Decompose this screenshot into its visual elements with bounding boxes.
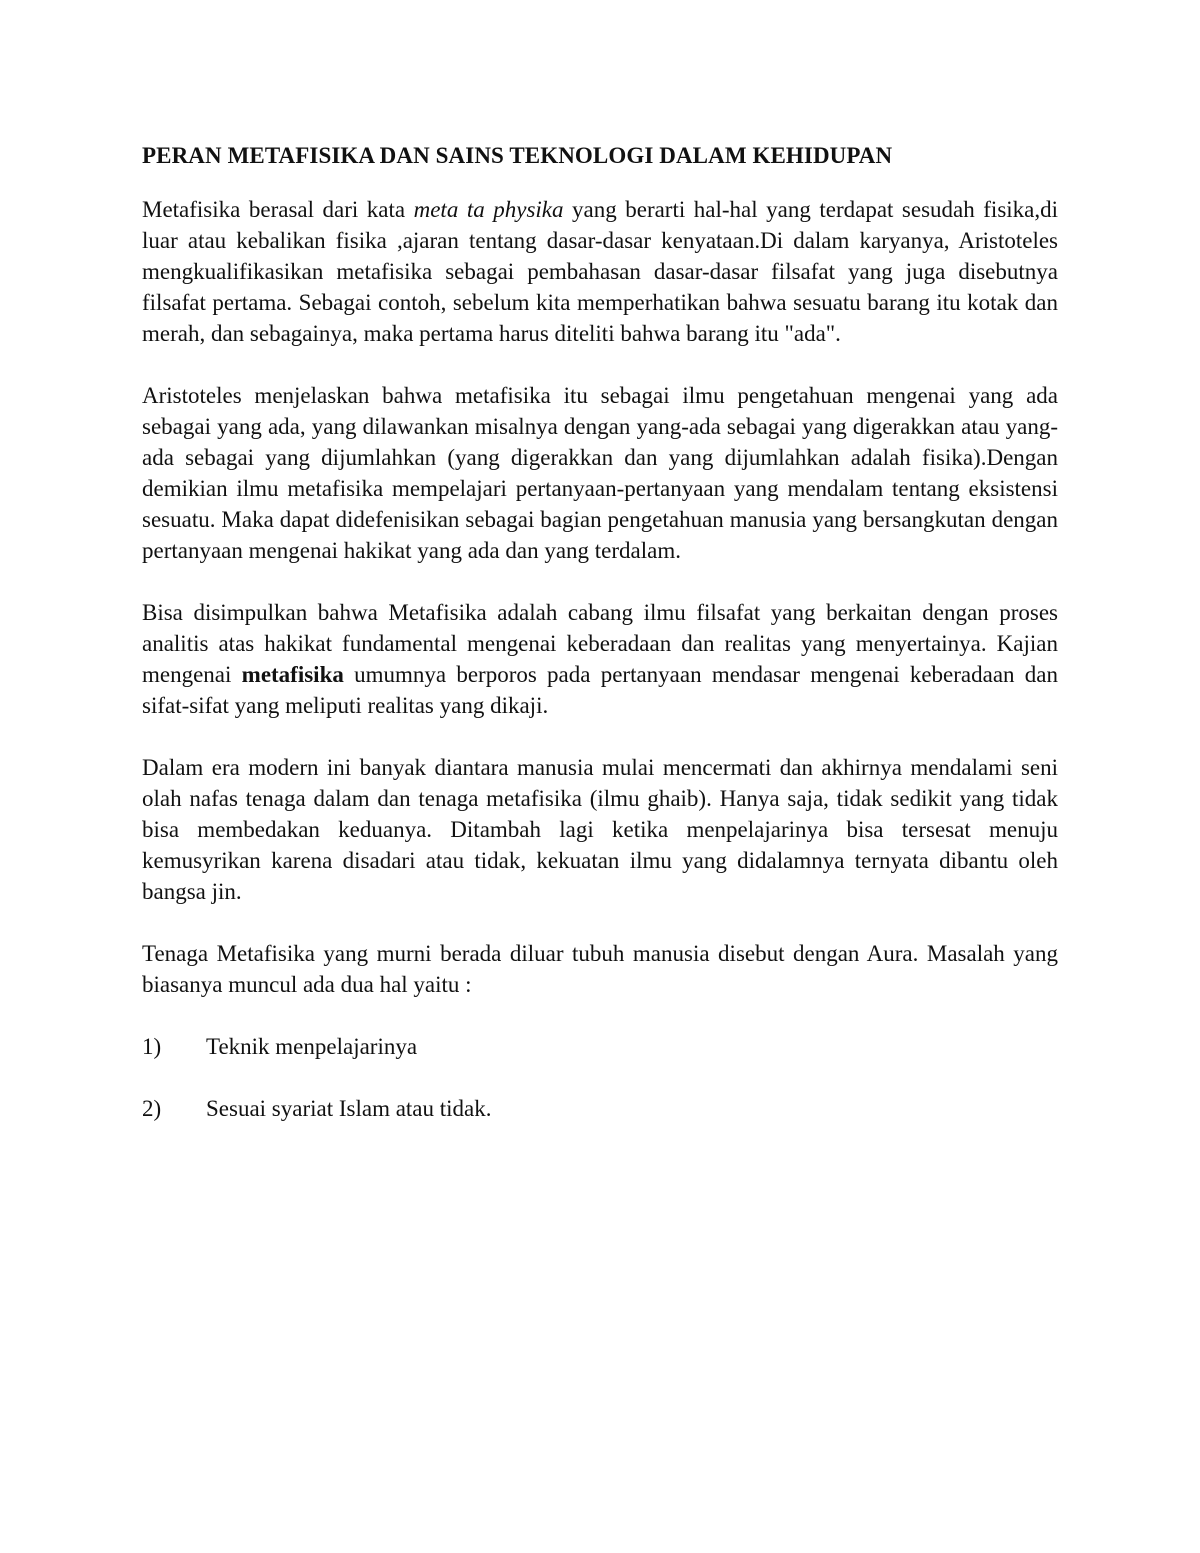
paragraph-3-text-a: Bisa disimpulkan bahwa Metafisika adalah cabang ilmu filsafat yang berkaitan dengan proses analitis atas hakikat fundamental mengenai keberadaan dan realitas yang menyertainya. Kajian mengenai — [142, 600, 1058, 687]
paragraph-5: Tenaga Metafisika yang murni berada diluar tubuh manusia disebut dengan Aura. Masalah yang biasanya muncul ada dua hal yaitu : — [142, 941, 1058, 997]
paragraph-4: Dalam era modern ini banyak diantara manusia mulai mencermati dan akhirnya mendalami seni olah nafas tenaga dalam dan tenaga metafisika (ilmu ghaib). Hanya saja, tidak sedikit yang tidak bisa membedakan keduanya. Ditambah lagi ketika menpelajarinya bisa tersesat menuju kemusyrikan karena disadari atau tidak, kekuatan ilmu yang didalamnya ternyata dibantu oleh bangsa jin. — [142, 755, 1058, 904]
document-page — [142, 140, 1058, 1155]
list-item-text: Teknik menpelajarinya — [206, 1034, 418, 1059]
paragraph-1-text-a: Metafisika berasal dari kata — [142, 197, 414, 222]
paragraph-3-text-b: umumnya berporos pada pertanyaan mendasar mengenai keberadaan dan sifat-sifat yang meliputi realitas yang dikaji. — [142, 662, 1058, 718]
paragraph-3-bold-term: metafisika — [241, 662, 344, 687]
paragraph-1-italic-term: meta ta physika — [413, 197, 564, 222]
paragraph-2: Aristoteles menjelaskan bahwa metafisika itu sebagai ilmu pengetahuan mengenai yang ada sebagai yang ada, yang dilawankan misalnya dengan yang-ada sebagai yang digerakkan atau yang-ada sebagai yang dijumlahkan (yang digerakkan dan yang dijumlahkan adalah fisika).Dengan demikian ilmu metafisika mempelajari pertanyaan-pertanyaan yang mendalam tentang eksistensi sesuatu. Maka dapat didefenisikan sebagai bagian pengetahuan manusia yang bersangkutan dengan pertanyaan mengenai hakikat yang ada dan yang terdalam. — [142, 383, 1058, 563]
document-title: PERAN METAFISIKA DAN SAINS TEKNOLOGI DALAM KEHIDUPAN — [142, 143, 893, 168]
list-item-text: Sesuai syariat Islam atau tidak. — [206, 1096, 492, 1121]
list-item — [142, 1031, 1058, 1062]
list-item — [142, 1093, 1058, 1124]
list-item-number: 1) — [142, 1034, 162, 1059]
paragraph-1-text-b: yang berarti hal-hal yang terdapat sesudah fisika,di luar atau kebalikan fisika ,ajaran tentang dasar-dasar kenyataan.Di dalam karyanya, Aristoteles mengkualifikasikan metafisika sebagai pembahasan dasar-dasar filsafat yang juga disebutnya filsafat pertama. Sebagai contoh, sebelum kita memperhatikan bahwa sesuatu barang itu kotak dan merah, dan sebagainya, maka pertama harus diteliti bahwa barang itu "ada". — [142, 197, 1059, 346]
list-item-number: 2) — [142, 1096, 162, 1121]
paragraph-1 — [142, 194, 1058, 349]
paragraph-3 — [142, 597, 1058, 721]
